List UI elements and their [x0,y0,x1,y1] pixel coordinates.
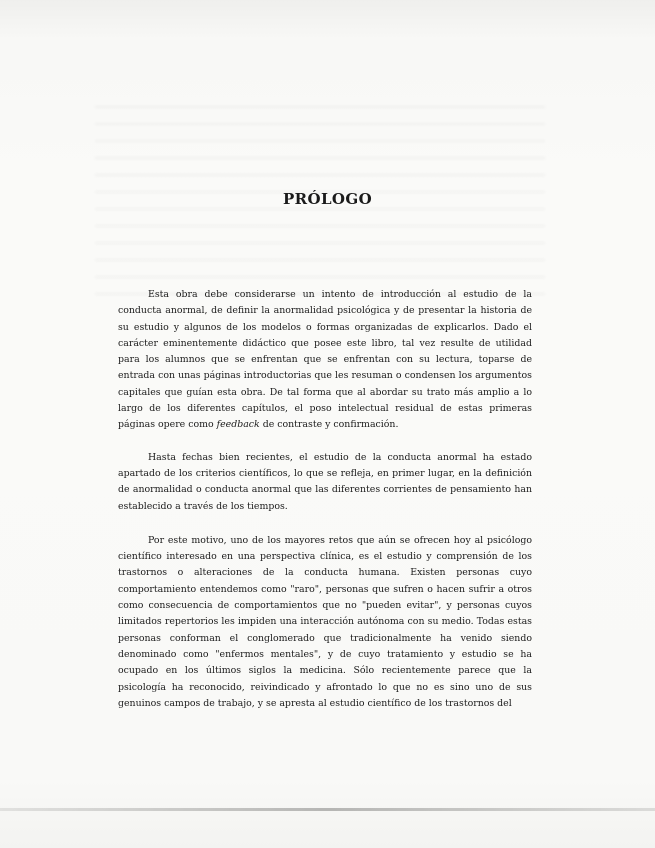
paragraph-1-text: Esta obra debe considerarse un intento de introducción al estudio de la conducta anormal, de definir la anormalidad psicológica y de presentar la historia de su estudio y algunos de los modelos o formas organizadas de explicarlos. Dado el carácter eminentemente didáctico que posee este libro, tal vez resulte de utilidad para los alumnos que se enfrentan que se enfrentan con su lectura, toparse de entrada con unas páginas introductorias que les resuman o condensen los argumentos capitales que guían esta obra. De tal forma que al abordar su trato más amplio a lo largo de los diferentes capítulos, el poso intelectual residual de estas primeras páginas opere como [118,289,532,431]
paragraph-2: Hasta fechas bien recientes, el estudio de la conducta anormal ha estado apartado de los criterios científicos, lo que se refleja, en primer lugar, en la definición de anormalidad o conducta anormal que las diferentes corrientes de pensamiento han establecido a través de los tiempos. [118,451,532,512]
page-title: PRÓLOGO [282,190,373,208]
emphasis-feedback: feedback [216,419,260,431]
paragraph-1-tail: de contraste y confirmación. [262,419,399,431]
page-bottom-edge [0,808,655,811]
paragraph-1 [118,287,532,434]
paragraph-3: Por este motivo, uno de los mayores retos que aún se ofrecen hoy al psicólogo científico interesado en una perspectiva clínica, es el estudio y comprensión de los trastornos o alteraciones de la conducta humana. Existen personas cuyo comportamiento entendemos como "raro", personas que sufren o hacen sufrir a otros como consecuencia de comportamientos que no "pueden evitar", y personas cuyos limitados repertorios les impiden una interacción autónoma con su medio. Todas estas personas conforman el conglomerado que tradicionalmente ha venido siendo denominado como "enfermos mentales", y de cuyo tratamiento y estudio se ha ocupado en los últimos siglos la medicina. Sólo recientemente parece que la psicología ha reconocido, reivindicado y afrontado lo que no es sino uno de sus genuinos campos de trabajo, y se apresta al estudio científico de los trastornos del [118,534,532,709]
body-text [118,287,532,712]
